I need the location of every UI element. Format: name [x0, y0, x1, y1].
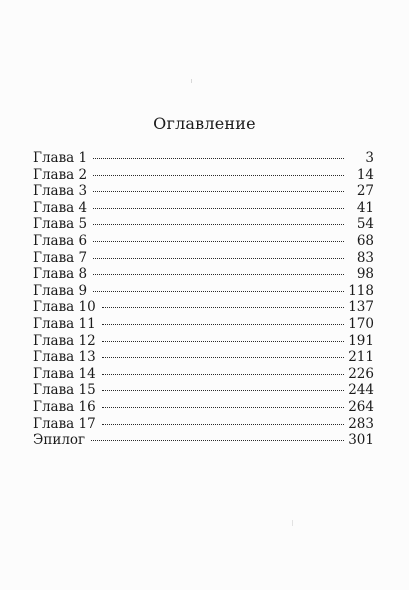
toc-entry-page-number: 226 [348, 365, 374, 382]
toc-entry-label: Глава 4 [33, 199, 88, 216]
toc-entry [33, 299, 374, 316]
toc-entry [33, 416, 374, 433]
dot-leader [102, 357, 344, 358]
toc-entry-page-number: 244 [348, 382, 374, 399]
toc-entry [33, 432, 374, 449]
toc-entry [33, 366, 374, 383]
dot-leader [93, 175, 344, 176]
toc-entry-label: Глава 13 [33, 349, 96, 366]
dot-leader [93, 208, 344, 209]
dot-leader [102, 424, 344, 425]
toc-entry-page-number: 83 [356, 249, 374, 266]
toc-entry [33, 150, 374, 167]
toc-entry [33, 382, 374, 399]
toc-entry-label: Глава 6 [33, 232, 88, 249]
toc-entry [33, 200, 374, 217]
dot-leader [102, 307, 344, 308]
toc-entry-page-number: 191 [348, 332, 374, 349]
dot-leader [91, 440, 344, 441]
table-of-contents [33, 150, 374, 449]
toc-entry-label: Глава 15 [33, 382, 96, 399]
paper-speck [292, 520, 293, 526]
dot-leader [93, 258, 344, 259]
toc-entry-page-number: 137 [348, 299, 374, 316]
toc-entry-page-number: 264 [348, 398, 374, 415]
toc-entry-page-number: 3 [365, 150, 374, 166]
toc-entry-page-number: 14 [356, 166, 374, 183]
dot-leader [93, 241, 344, 242]
toc-entry-label: Глава 17 [33, 415, 96, 432]
toc-entry-label: Глава 3 [33, 183, 88, 200]
toc-entry-label: Эпилог [33, 432, 86, 449]
toc-entry-page-number: 170 [348, 315, 374, 332]
toc-entry-label: Глава 1 [33, 150, 88, 166]
dot-leader [102, 407, 344, 408]
toc-entry [33, 399, 374, 416]
dot-leader [102, 324, 344, 325]
toc-entry-page-number: 41 [356, 199, 374, 216]
toc-entry [33, 167, 374, 184]
dot-leader [93, 191, 344, 192]
toc-entry-label: Глава 12 [33, 332, 96, 349]
toc-entry-page-number: 301 [348, 432, 374, 449]
toc-entry-page-number: 27 [356, 183, 374, 200]
dot-leader [93, 291, 344, 292]
toc-entry [33, 349, 374, 366]
toc-entry-page-number: 118 [348, 282, 374, 299]
toc-entry [33, 250, 374, 267]
toc-entry-label: Глава 5 [33, 216, 88, 233]
toc-entry-label: Глава 9 [33, 282, 88, 299]
toc-entry-label: Глава 11 [33, 315, 96, 332]
toc-entry-label: Глава 2 [33, 166, 88, 183]
toc-entry-label: Глава 14 [33, 365, 96, 382]
toc-entry-page-number: 68 [356, 232, 374, 249]
toc-entry [33, 183, 374, 200]
toc-entry [33, 266, 374, 283]
dot-leader [93, 158, 344, 159]
toc-entry [33, 316, 374, 333]
paper-speck [191, 79, 192, 83]
toc-entry [33, 233, 374, 250]
page-title: Оглавление [153, 114, 256, 133]
toc-entry [33, 283, 374, 300]
toc-entry [33, 216, 374, 233]
toc-entry-page-number: 98 [356, 266, 374, 283]
dot-leader [93, 274, 344, 275]
dot-leader [102, 390, 344, 391]
dot-leader [93, 224, 344, 225]
toc-entry-label: Глава 10 [33, 299, 96, 316]
toc-entry-label: Глава 7 [33, 249, 88, 266]
toc-entry-label: Глава 8 [33, 266, 88, 283]
toc-entry-page-number: 54 [356, 216, 374, 233]
toc-entry [33, 333, 374, 350]
dot-leader [102, 341, 344, 342]
toc-entry-label: Глава 16 [33, 398, 96, 415]
toc-entry-page-number: 283 [348, 415, 374, 432]
dot-leader [102, 374, 344, 375]
toc-entry-page-number: 211 [348, 349, 374, 366]
